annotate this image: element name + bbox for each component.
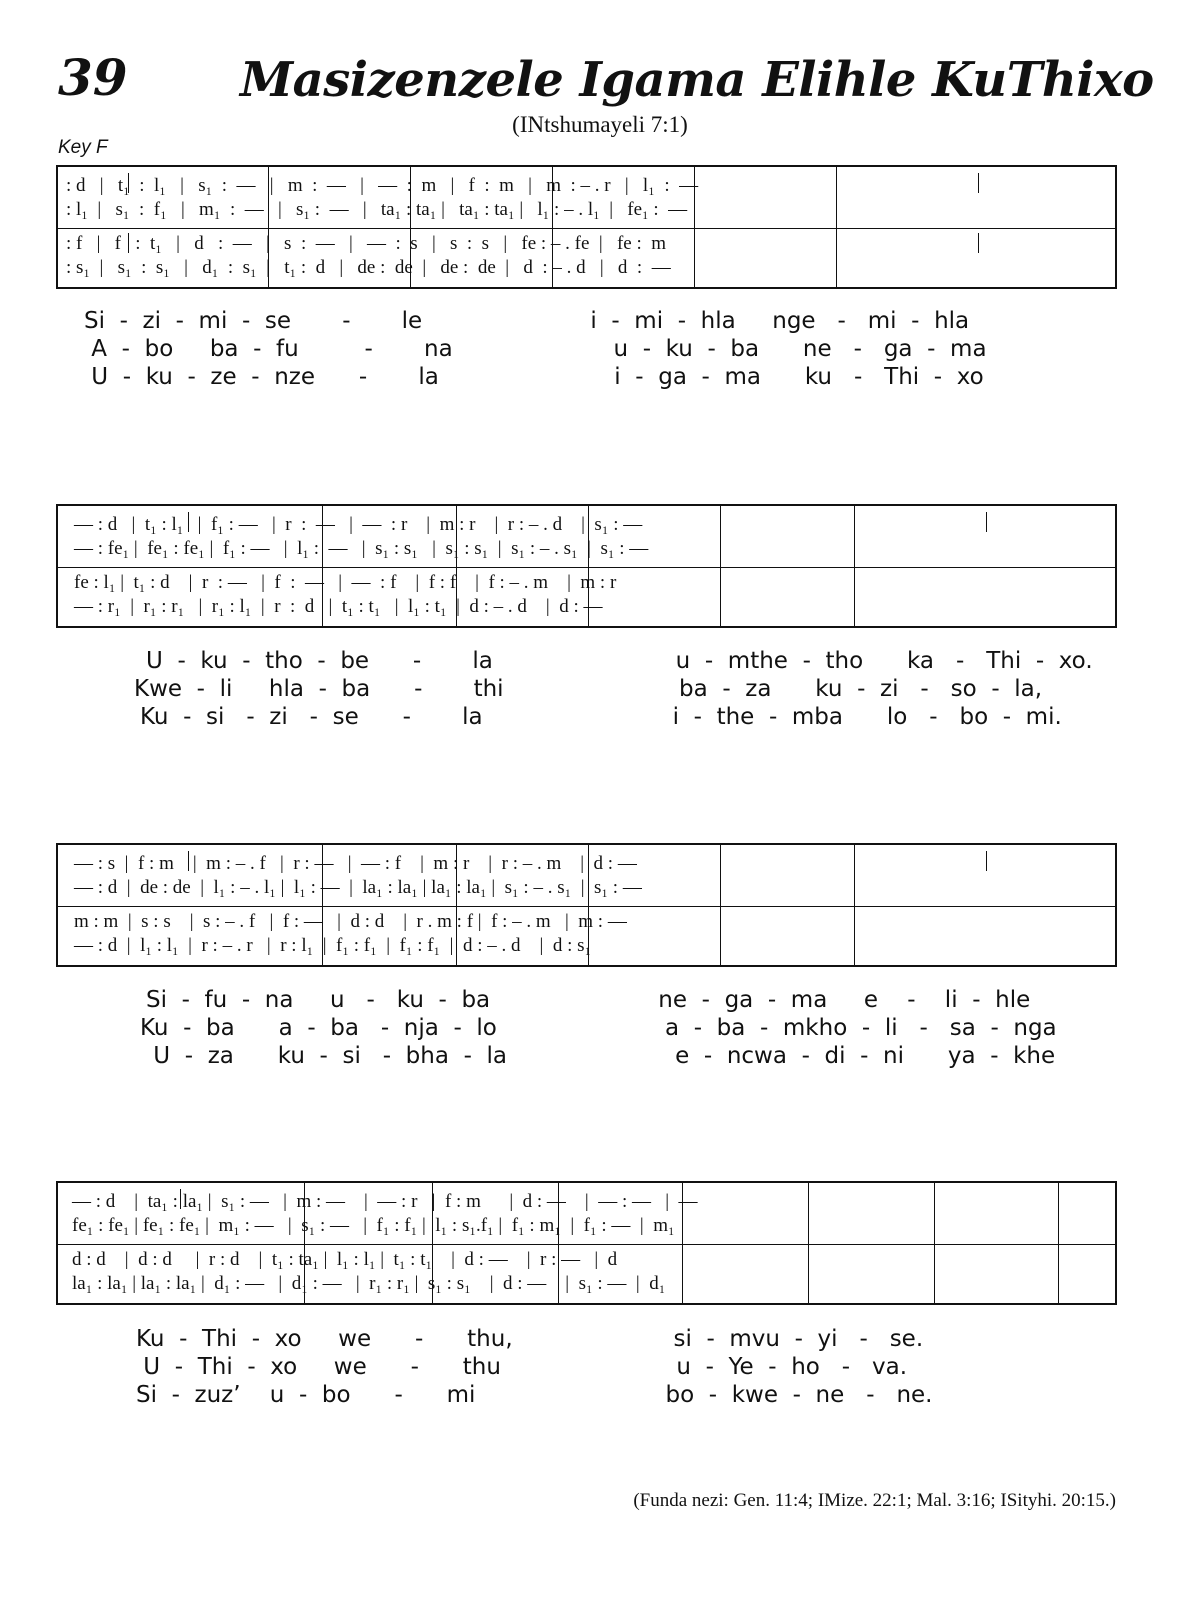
lyrics-verse-1: U - ku - tho - be - la u - mthe - tho ka - Thi - xo. (146, 648, 1093, 674)
notation-row-bass: : s₁ | s₁ : s₁ | d₁ : s₁ | t₁ : d | de : de | de : de | d : – . d | d : — (66, 257, 671, 278)
notation-row-alto: fe₁ : fe₁ | fe₁ : fe₁ | m₁ : — | s₁ : — | f₁ : f₁ | l₁ : s₁.f₁ | f₁ : m₁ | f₁ : — | m₁ (72, 1215, 675, 1236)
notation-row-tenor: m : m | s : s | s : – . f | f : — | d : d | r . m : f | f : – . m | m : — (74, 911, 627, 932)
lyrics-verse-2: A - bo ba - fu - na u - ku - ba ne - ga - ma (84, 336, 987, 362)
scripture-reference: (INtshumayeli 7:1) (512, 112, 688, 137)
notation-row-bass: la₁ : la₁ | la₁ : la₁ | d₁ : — | d₁ : — | r₁ : r₁ | s₁ : s₁ | d : — | s₁ : — | d₁ (72, 1273, 666, 1294)
notation-staff-3 (56, 843, 1117, 967)
hymn-number: 39 (58, 48, 128, 107)
notation-row-bass: — : d | l₁ : l₁ | r : – . r | r : l₁ | f₁ : f₁ | f₁ : f₁ | d : – . d | d : s₁ (74, 935, 592, 956)
lyrics-verse-1: Si - fu - na u - ku - ba ne - ga - ma e - li - hle (146, 987, 1031, 1013)
notation-row-tenor: fe : l₁ | t₁ : d | r : — | f : — | — : f | f : f | f : – . m | m : r (74, 572, 617, 593)
further-reading-references: (Funda nezi: Gen. 11:4; IMize. 22:1; Mal. 3:16; ISityhi. 20:15.) (633, 1490, 1116, 1511)
lyrics-verse-2: Ku - ba a - ba - nja - lo a - ba - mkho - li - sa - nga (140, 1015, 1057, 1041)
lyrics-verse-3: Si - zuz’ u - bo - mi bo - kwe - ne - ne. (136, 1382, 933, 1408)
notation-staff-4 (56, 1181, 1117, 1305)
notation-row-soprano: — : d | ta₁ : la₁ | s₁ : — | m : — | — : r | f : m | d : — | — : — | — (72, 1191, 698, 1212)
notation-row-soprano: — : s | f : m | m : – . f | r : — | — : f | m : r | r : – . m | d : — (74, 853, 637, 874)
key-signature: Key F (58, 137, 108, 158)
notation-row-tenor: d : d | d : d | r : d | t₁ : ta₁ | l₁ : l₁ | t₁ : t₁ | d : — | r : — | d (72, 1249, 618, 1270)
hymn-title: Masizenzele Igama Elihle KuThixo (240, 52, 1154, 108)
lyrics-verse-3: Ku - si - zi - se - la i - the - mba lo - bo - mi. (140, 704, 1062, 730)
lyrics-verse-3: U - ku - ze - nze - la i - ga - ma ku - Thi - xo (84, 364, 984, 390)
lyrics-verse-1: Si - zi - mi - se - le i - mi - hla nge - mi - hla (84, 308, 970, 334)
notation-row-bass: — : r₁ | r₁ : r₁ | r₁ : l₁ | r : d | t₁ : t₁ | l₁ : t₁ | d : – . d | d : — (74, 596, 603, 617)
lyrics-verse-3: U - za ku - si - bha - la e - ncwa - di - ni ya - khe (146, 1043, 1056, 1069)
lyrics-verse-2: Kwe - li hla - ba - thi ba - za ku - zi - so - la, (134, 676, 1043, 702)
lyrics-verse-2: U - Thi - xo we - thu u - Ye - ho - va. (136, 1354, 908, 1380)
notation-row-soprano: — : d | t₁ : l₁ | f₁ : — | r : — | — : r | m : r | r : – . d | s₁ : — (74, 514, 643, 535)
notation-row-tenor: : f | f : t₁ | d : — | s : — | — : s | s : s | fe : – . fe | fe : m (66, 233, 667, 254)
notation-row-alto: — : d | de : de | l₁ : – . l₁ | l₁ : — | la₁ : la₁ | la₁ : la₁ | s₁ : – . s₁ | s₁ : — (74, 877, 642, 898)
lyrics-verse-1: Ku - Thi - xo we - thu, si - mvu - yi - se. (136, 1326, 924, 1352)
notation-staff-1 (56, 165, 1117, 289)
notation-row-soprano: : d | t₁ : l₁ | s₁ : — | m : — | — : m | f : m | m : – . r | l₁ : — (66, 175, 699, 196)
notation-row-alto: : l₁ | s₁ : f₁ | m₁ : — | s₁ : — | ta₁ : ta₁ | ta₁ : ta₁ | l₁ : – . l₁ | fe₁ : — (66, 199, 688, 220)
notation-staff-2 (56, 504, 1117, 628)
notation-row-alto: — : fe₁ | fe₁ : fe₁ | f₁ : — | l₁ : — | s₁ : s₁ | s₁ : s₁ | s₁ : – . s₁ | s₁ : — (74, 538, 649, 559)
